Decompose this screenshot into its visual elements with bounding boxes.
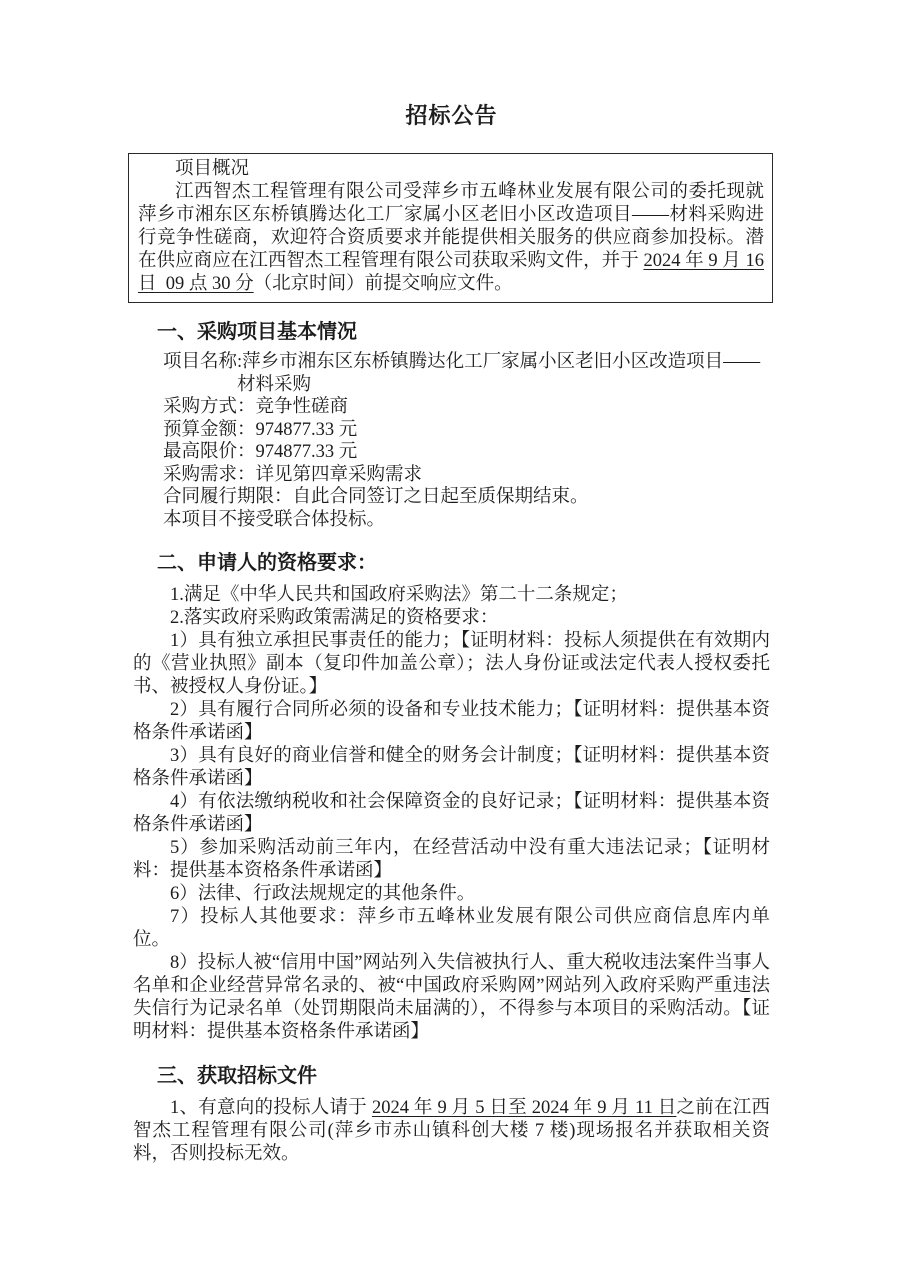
qualification-item: 1.满足《中华人民共和国政府采购法》第二十二条规定； (170, 585, 628, 605)
project-overview-box (128, 153, 773, 303)
project-name-line: 项目名称:萍乡市湘东区东桥镇腾达化工厂家属小区老旧小区改造项目——材料采购 (163, 352, 761, 395)
budget-amount-line: 预算金额：974877.33 元 (163, 419, 358, 440)
procurement-method-line: 采购方式：竞争性磋商 (163, 397, 349, 417)
registration-date-range: 2024 年 9 月 5 日至 2024 年 9 月 11 日 (371, 1098, 677, 1118)
section1-body (133, 351, 770, 531)
procurement-demand-line: 采购需求：详见第四章采购需求 (163, 464, 423, 485)
section3-body (133, 1097, 770, 1166)
qualification-item: 4）有依法缴纳税收和社会保障资金的良好记录；【证明材料：提供基本资格条件承诺函】 (133, 792, 770, 835)
document-title: 招标公告 (405, 103, 498, 128)
section1-heading: 一、采购项目基本情况 (157, 321, 357, 343)
no-consortium-line: 本项目不接受联合体投标。 (163, 509, 386, 530)
overview-heading: 项目概况 (175, 159, 250, 179)
document-content (133, 0, 770, 1166)
qualification-item: 6）法律、行政法规规定的其他条件。 (170, 884, 476, 904)
overview-text-before: 江西智杰工程管理有限公司受萍乡市五峰林业发展有限公司的委托现就萍乡市湘东区东桥镇腾达化工厂家属小区老旧小区改造项目——材料采购进行竞争性磋商，欢迎符合资质要求并能提供相关服务的供应商参加投标。潜在供应商应在江西智杰工程管理有限公司获取采购文件，并于 (138, 182, 764, 271)
section2-body (133, 584, 770, 1044)
qualification-item: 7）投标人其他要求：萍乡市五峰林业发展有限公司供应商信息库内单位。 (133, 907, 770, 950)
section3-heading: 三、获取招标文件 (157, 1065, 317, 1087)
obtain-documents-paragraph (133, 1097, 770, 1166)
obtain-text-before: 1、有意向的投标人请于 (170, 1098, 372, 1118)
qualification-item: 3）具有良好的商业信誉和健全的财务会计制度；【证明材料：提供基本资格条件承诺函】 (133, 746, 770, 789)
max-price-line: 最高限价：974877.33 元 (163, 442, 358, 462)
qualification-item: 5）参加采购活动前三年内，在经营活动中没有重大违法记录；【证明材料：提供基本资格条件承诺函】 (133, 838, 770, 881)
response-deadline-date: 2024 年 9 月 16 日 09 点 30 分 (138, 251, 764, 294)
qualification-item: 2）具有履行合同所必须的设备和专业技术能力；【证明材料：提供基本资格条件承诺函】 (133, 700, 770, 743)
qualification-item: 2.落实政府采购政策需满足的资格要求： (170, 608, 499, 628)
overview-text-after: （北京时间）前提交响应文件。 (253, 274, 513, 294)
overview-paragraph (138, 181, 764, 296)
section2-heading: 二、申请人的资格要求： (157, 552, 377, 574)
contract-period-line: 合同履行期限：自此合同签订之日起至质保期结束。 (163, 487, 589, 507)
qualification-item: 8）投标人被“信用中国”网站列入失信被执行人、重大税收违法案件当事人名单和企业经营异常名录的、被“中国政府采购网”网站列入政府采购严重违法失信行为记录名单（处罚期限尚未届满的），不得参与本项目的采购活动。【证明材料：提供基本资格条件承诺函】 (133, 953, 770, 1042)
obtain-text-after: 之前在江西智杰工程管理有限公司(萍乡市赤山镇科创大楼 7 楼)现场报名并获取相关资料，否则投标无效。 (133, 1098, 770, 1164)
qualification-item: 1）具有独立承担民事责任的能力；【证明材料：投标人须提供在有效期内的《营业执照》副本（复印件加盖公章）；法人身份证或法定代表人授权委托书、被授权人身份证。】 (133, 631, 770, 697)
